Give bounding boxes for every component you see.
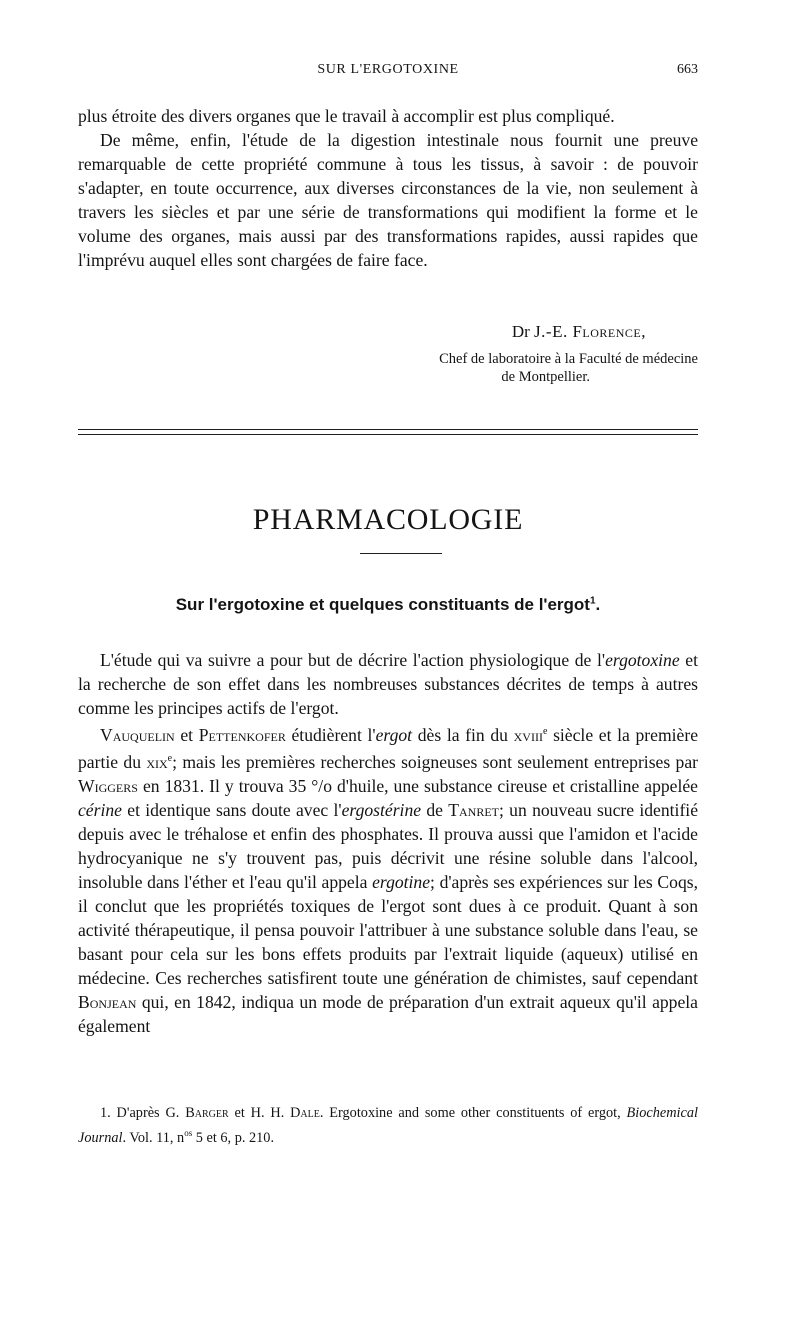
text-run: et identique sans doute avec l' (121, 799, 342, 820)
text-run: . Ergotoxine and some other constituents of ergot, (319, 1105, 627, 1121)
emphasis-ergosterine: ergostérine (341, 799, 422, 820)
text-run: siècle et la première partie du (78, 724, 699, 772)
text-run: 1. D'après G. (100, 1105, 186, 1121)
author-ref-wiggers: Wiggers (78, 775, 138, 796)
text-run: 5 et 6, p. 210. (192, 1129, 275, 1146)
article-title: Sur l'ergotoxine et quelques constituants de l'ergot$^1$. (175, 595, 601, 614)
page-header (78, 62, 698, 88)
text-run: en 1831. Il y trouva 35 °/o d'huile, une substance cireuse et cristalline appelée (137, 775, 698, 796)
text-run: ; un nouveau sucre identifié depuis avec le tréhalose et enfin des phosphates. Il prouva aussi que l'amidon et l'acide hydrocyanique ne s'y trouvent pas, puis décrivit une résine soluble dans l'alcool, insoluble dans l'éther et l'eau qu'il appela (78, 799, 698, 892)
intro-paragraph-1: plus étroite des divers organes que le travail à accomplir est plus compliqué. (78, 106, 615, 126)
author-name: J.-E. Florence, (534, 322, 646, 341)
century-19: xix (146, 751, 168, 772)
text-run: étudièrent l' (285, 724, 376, 745)
article-title-text: Sur l'ergotoxine et quelques constituants de l'ergot (175, 595, 590, 614)
author-ref-barger: Barger (185, 1105, 229, 1121)
emphasis-cerine: cérine (78, 799, 122, 820)
article-paragraph-2 (78, 720, 698, 1038)
text-run: dès la fin du (412, 724, 514, 745)
author-ref-tanret: Tanret (448, 799, 499, 820)
text-run: et (174, 724, 199, 745)
superscript: e (167, 752, 173, 764)
article-paragraph-1 (78, 648, 698, 720)
title-underline (360, 553, 442, 554)
text-run: ; mais les premières recherches soigneuses sont seulement entreprises par (172, 751, 699, 772)
section-title: PHARMACOLOGIE (252, 503, 524, 536)
article-body (78, 648, 698, 1038)
footnote-text (78, 1103, 698, 1148)
intro-text (78, 104, 698, 272)
author-line (78, 320, 698, 344)
section-rule-bottom (78, 434, 698, 435)
signature-block (78, 320, 698, 386)
footnote (78, 1103, 698, 1148)
text-run: . Vol. 11, n (122, 1129, 185, 1146)
text-run: ; d'après ses expériences sur les Coqs, il conclut que les propriétés toxiques de l'ergot sont dues à ce produit. Quant à son activité thérapeutique, il pensa pouvoir l'attribuer à une substance soluble dans l'eau, se basant pour cela sur les bons effets produits par l'extrait liquide (aqueux) utilisé en médecine. Ces recherches satisfirent toute une génération de chimistes, sauf cependant (78, 871, 698, 988)
author-ref-vauquelin: Vauquelin (100, 724, 175, 745)
running-head: SUR L'ERGOTOXINE (317, 62, 459, 77)
author-affiliation: Chef de laboratoire à la Faculté de médecine (439, 351, 698, 367)
section-rule-top (78, 429, 698, 430)
author-prefix: Dr (511, 322, 530, 341)
text-run: de (421, 799, 449, 820)
text-run: L'étude qui va suivre a pour but de décrire l'action physiologique de l' (100, 650, 606, 670)
century-18: xviii (513, 724, 543, 745)
author-ref-pettenkofer: Pettenkofer (198, 724, 286, 745)
emphasis-ergot: ergot (375, 724, 413, 745)
author-affiliation-city: de Montpellier. (501, 369, 590, 385)
page-number: 663 (677, 62, 698, 77)
footnote-reference: 1 (589, 595, 596, 607)
author-ref-bonjean: Bonjean (78, 991, 137, 1012)
text-run: et la recherche de son effet dans les nombreuses substances décrites de temps à autres comme les principes actifs de l'ergot. (78, 650, 698, 718)
emphasis-ergotine: ergotine (372, 871, 431, 892)
text-run: et H. H. (228, 1105, 291, 1121)
superscript: os (184, 1128, 193, 1138)
emphasis-ergotoxine: ergotoxine (605, 650, 680, 670)
author-ref-dale: Dale (290, 1105, 320, 1121)
text-run: qui, en 1842, indiqua un mode de préparation d'un extrait aqueux qu'il appela également (78, 991, 698, 1036)
intro-paragraph-2: De même, enfin, l'étude de la digestion intestinale nous fournit une preuve remarquable de cette propriété commune à tous les tissus, à savoir : de pouvoir s'adapter, en toute occurrence, aux diverses circonstances de la vie, non seulement à travers les siècles et par une série de transformations qui modifient la forme et le volume des organes, mais aussi par des transformations rapides, aussi rapides que l'imprévu auquel elles sont chargées de faire face. (78, 130, 698, 270)
superscript: e (542, 726, 548, 737)
journal-title: Biochemical Journal (78, 1105, 698, 1146)
